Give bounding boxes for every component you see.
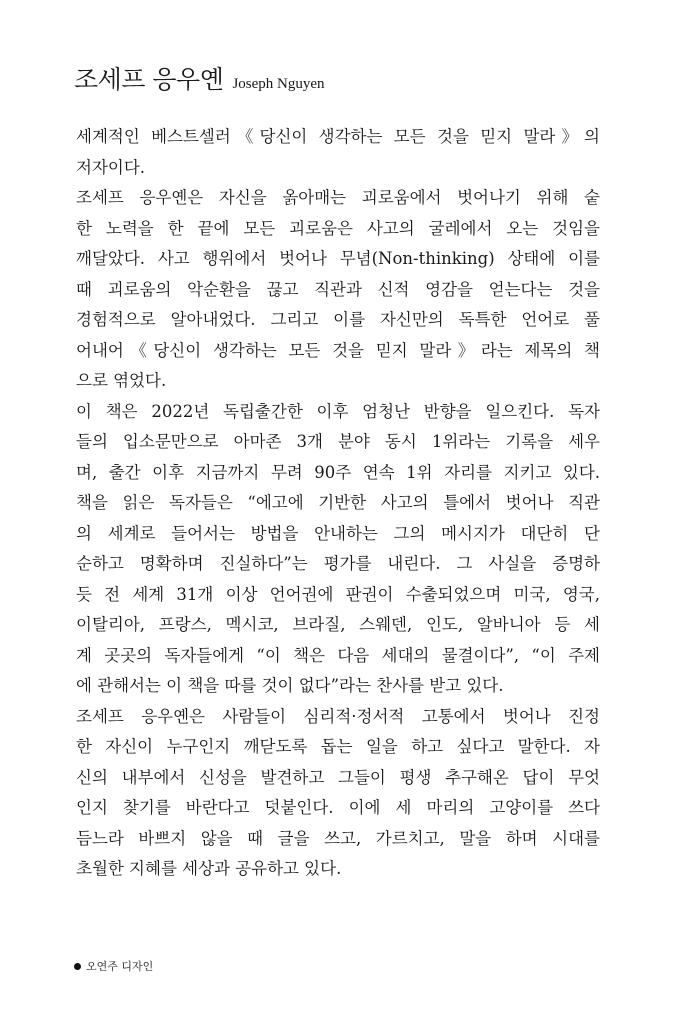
text-line: 조세프 응우옌은 사람들이 심리적·정서적 고통에서 벗어나 진정 bbox=[76, 706, 600, 726]
text-line: 으로 엮었다. bbox=[76, 371, 167, 390]
text-line: 인지 찾기를 바란다고 덧붙인다. 이에 세 마리의 고양이를 쓰다 bbox=[76, 798, 600, 817]
biography-paragraph bbox=[76, 183, 600, 397]
text-line: 에 관해서는 이 책을 따를 것이 없다”라는 찬사를 받고 있다. bbox=[76, 676, 504, 695]
biography-paragraph bbox=[76, 702, 600, 885]
text-line: 어내어《당신이 생각하는 모든 것을 믿지 말라》라는 제목의 책 bbox=[76, 340, 600, 360]
author-name-english: Joseph Nguyen bbox=[232, 76, 325, 92]
text-line: 며, 출간 이후 지금까지 무려 90주 연속 1위 자리를 지키고 있다. bbox=[76, 462, 600, 482]
text-line: 의 세계로 들어서는 방법을 안내하는 그의 메시지가 대단히 단 bbox=[76, 523, 600, 543]
text-line: 조세프 응우옌은 자신을 옭아매는 괴로움에서 벗어나기 위해 숱 bbox=[76, 188, 600, 207]
text-line: 초월한 지혜를 세상과 공유하고 있다. bbox=[76, 859, 342, 878]
bullet-dot-icon bbox=[74, 963, 81, 970]
design-credit bbox=[74, 958, 153, 974]
text-line: 경험적으로 알아내었다. 그리고 이를 자신만의 독특한 언어로 풀 bbox=[76, 310, 600, 329]
text-line: 책을 읽은 독자들은 “에고에 기반한 사고의 틀에서 벗어나 직관 bbox=[76, 493, 600, 512]
text-line: 한 노력을 한 끝에 모든 괴로움은 사고의 굴레에서 오는 것임을 bbox=[76, 218, 600, 238]
text-line: 세계적인 베스트셀러《당신이 생각하는 모든 것을 믿지 말라》의 bbox=[76, 127, 600, 146]
text-line: 저자이다. bbox=[76, 157, 146, 177]
biography-paragraph bbox=[76, 122, 600, 183]
author-name-korean: 조세프 응우옌 bbox=[74, 65, 224, 94]
text-line: 계 곳곳의 독자들에게 “이 책은 다음 세대의 물결이다”, “이 주제 bbox=[76, 645, 600, 665]
author-heading bbox=[74, 60, 325, 96]
text-line: 순하고 명확하며 진실하다”는 평가를 내린다. 그 사실을 증명하 bbox=[76, 554, 600, 573]
text-line: 신의 내부에서 신성을 발견하고 그들이 평생 추구해온 답이 무엇 bbox=[76, 767, 600, 787]
design-credit-text: 오연주 디자인 bbox=[86, 960, 154, 973]
biography-paragraph bbox=[76, 397, 600, 702]
text-line: 들의 입소문만으로 아마존 3개 분야 동시 1위라는 기록을 세우 bbox=[76, 432, 600, 451]
text-line: 한 자신이 누구인지 깨닫도록 돕는 일을 하고 싶다고 말한다. 자 bbox=[76, 737, 600, 756]
text-line: 이 책은 2022년 독립출간한 이후 엄청난 반향을 일으킨다. 독자 bbox=[76, 401, 600, 421]
text-line: 때 괴로움의 악순환을 끊고 직관과 신적 영감을 얻는다는 것을 bbox=[76, 279, 600, 299]
text-line: 깨달았다. 사고 행위에서 벗어나 무념(Non-thinking) 상태에 이를 bbox=[76, 249, 600, 268]
text-line: 듬느라 바쁘지 않을 때 글을 쓰고, 가르치고, 말을 하며 시대를 bbox=[76, 828, 600, 848]
text-line: 이탈리아, 프랑스, 멕시코, 브라질, 스웨덴, 인도, 알바니아 등 세 bbox=[76, 615, 600, 634]
author-biography bbox=[76, 122, 600, 885]
text-line: 듯 전 세계 31개 이상 언어권에 판권이 수출되었으며 미국, 영국, bbox=[76, 584, 600, 604]
